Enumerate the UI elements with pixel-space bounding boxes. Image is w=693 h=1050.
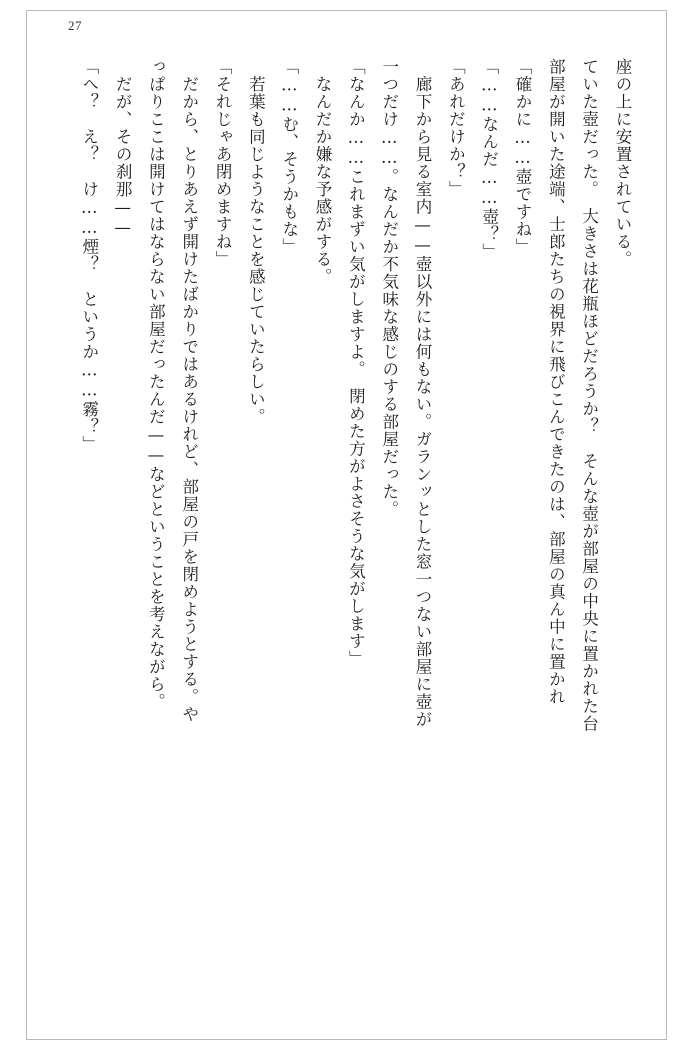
paragraph: 座の上に安置されている。 [613, 58, 632, 268]
paragraph: なんだか嫌な予感がする。 [313, 58, 333, 286]
paragraph: 若葉も同じようなことを感じていたらしい。 [246, 58, 266, 426]
paragraph: だが、その刹那—— [113, 58, 133, 238]
paragraph: 「なんか……これまずい気がしますよ。 閉めた方がよさそうな気がします」 [346, 58, 366, 668]
paragraph: っぱりここは開けてはならない部屋だったんだ——などということを考えながら。 [146, 58, 166, 711]
paragraph: 廊下から見る室内——壺以外には何もない。ガランッとした窓一つない部屋に壺が [413, 58, 433, 728]
paragraph: だから、とりあえず開けたばかりではあるけれど、部屋の戸を閉めようとする。や [179, 58, 199, 723]
paragraph: 「あれだけか？」 [446, 58, 466, 198]
paragraph: 「……なんだ……壺？」 [479, 58, 499, 261]
paragraph: 部屋が開いた途端、士郎たちの視界に飛びこんできたのは、部屋の真ん中に置かれ [546, 58, 566, 706]
paragraph: ていた壺だった。 大きさは花瓶ほどだろうか？ そんな壺が部屋の中央に置かれた台 [579, 58, 599, 733]
page-number: 27 [68, 18, 82, 33]
paragraph: 「それじゃあ閉めますね」 [213, 58, 233, 268]
paragraph: 一つだけ……。なんだか不気味な感じのする部屋だった。 [379, 58, 399, 518]
paragraph: 「確かに……壺ですね」 [513, 58, 533, 256]
paragraph: 「……む、そうかもな」 [279, 58, 299, 256]
vertical-body-text [79, 58, 639, 1008]
paragraph: 「へ？ え？ け……煙？ というか……霧？」 [79, 58, 99, 453]
